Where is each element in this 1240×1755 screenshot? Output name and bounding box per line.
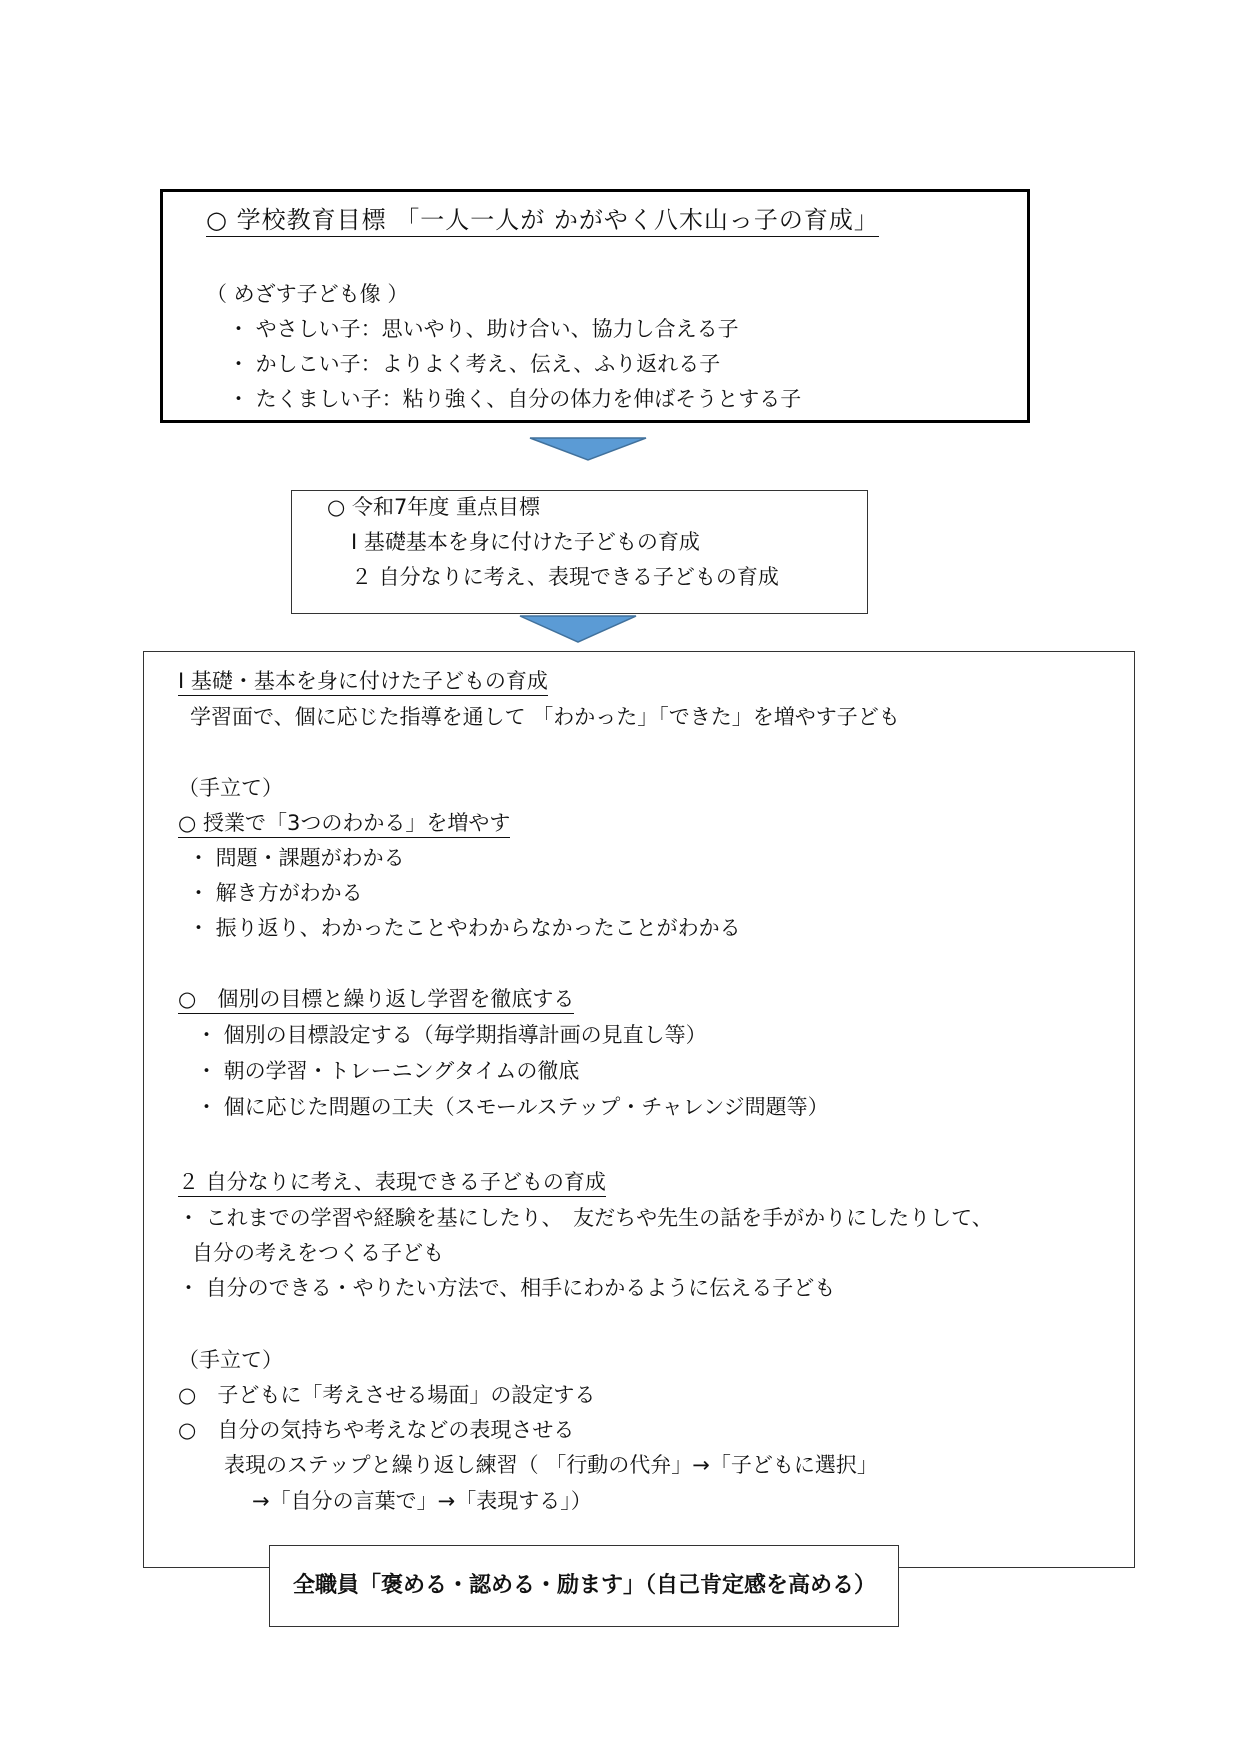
group1-item-2: ・ 解き方がわかる	[188, 881, 363, 905]
group2-item-1: ・ 個別の目標設定する（毎学期指導計画の見直し等）	[196, 1023, 707, 1047]
section1-title: Ⅰ 基礎・基本を身に付けた子どもの育成	[178, 666, 548, 696]
section2-step-1: ○ 子どもに「考えさせる場面」の設定する	[178, 1383, 596, 1407]
section2-desc-line-2: 自分の考えをつくる子ども	[192, 1241, 444, 1265]
ideal-item-kind: ・ やさしい子：思いやり、助け合い、協力し合える子	[228, 317, 739, 341]
group2-title: ○ 個別の目標と繰り返し学習を徹底する	[178, 984, 574, 1014]
section2-desc-line-1: ・ これまでの学習や経験を基にしたり、 友だちや先生の話を手がかりにしたりして、	[178, 1206, 993, 1230]
ideal-item-smart: ・ かしこい子：よりよく考え、伝え、ふり返れる子	[228, 352, 721, 376]
priority-item-1: Ⅰ 基礎基本を身に付けた子どもの育成	[351, 530, 700, 554]
section2-step-detail-1: 表現のステップと繰り返し練習（ 「行動の代弁」→「子どもに選択」	[224, 1453, 878, 1477]
group1-title: ○ 授業で「3つのわかる」を増やす	[178, 808, 510, 838]
priority-item-2: ２ 自分なりに考え、表現できる子どもの育成	[351, 565, 779, 589]
group2-item-3: ・ 個に応じた問題の工夫（スモールステップ・チャレンジ問題等）	[196, 1095, 829, 1119]
priority-title: ○ 令和7年度 重点目標	[327, 495, 541, 519]
ideal-item-strong: ・ たくましい子：粘り強く、自分の体力を伸ばそうとする子	[228, 387, 802, 411]
section2-steps-heading: （手立て）	[178, 1348, 283, 1372]
section2-step-detail-2: →「自分の言葉で」→「表現する」）	[252, 1489, 592, 1513]
section2-title: ２ 自分なりに考え、表現できる子どもの育成	[178, 1167, 606, 1197]
section2-desc-line-3: ・ 自分のできる・やりたい方法で、相手にわかるように伝える子ども	[178, 1276, 836, 1300]
group1-item-1: ・ 問題・課題がわかる	[188, 846, 405, 870]
school-goal-title: ○ 学校教育目標 「一人一人が かがやく八木山っ子の育成」	[206, 205, 879, 235]
down-arrow-icon	[528, 436, 648, 462]
group2-item-2: ・ 朝の学習・トレーニングタイムの徹底	[196, 1059, 580, 1083]
footer-text: 全職員「褒める・認める・励ます」（自己肯定感を高める）	[293, 1573, 877, 1598]
section2-step-2: ○ 自分の気持ちや考えなどの表現させる	[178, 1418, 575, 1442]
group1-item-3: ・ 振り返り、わかったことやわからなかったことがわかる	[188, 916, 741, 940]
down-arrow-icon	[518, 614, 638, 644]
section1-desc: 学習面で、個に応じた指導を通して 「わかった」「できた」を増やす子ども	[190, 705, 900, 729]
ideal-child-heading: （ めざす子ども像 ）	[206, 282, 409, 306]
section1-steps-heading: （手立て）	[178, 776, 283, 800]
